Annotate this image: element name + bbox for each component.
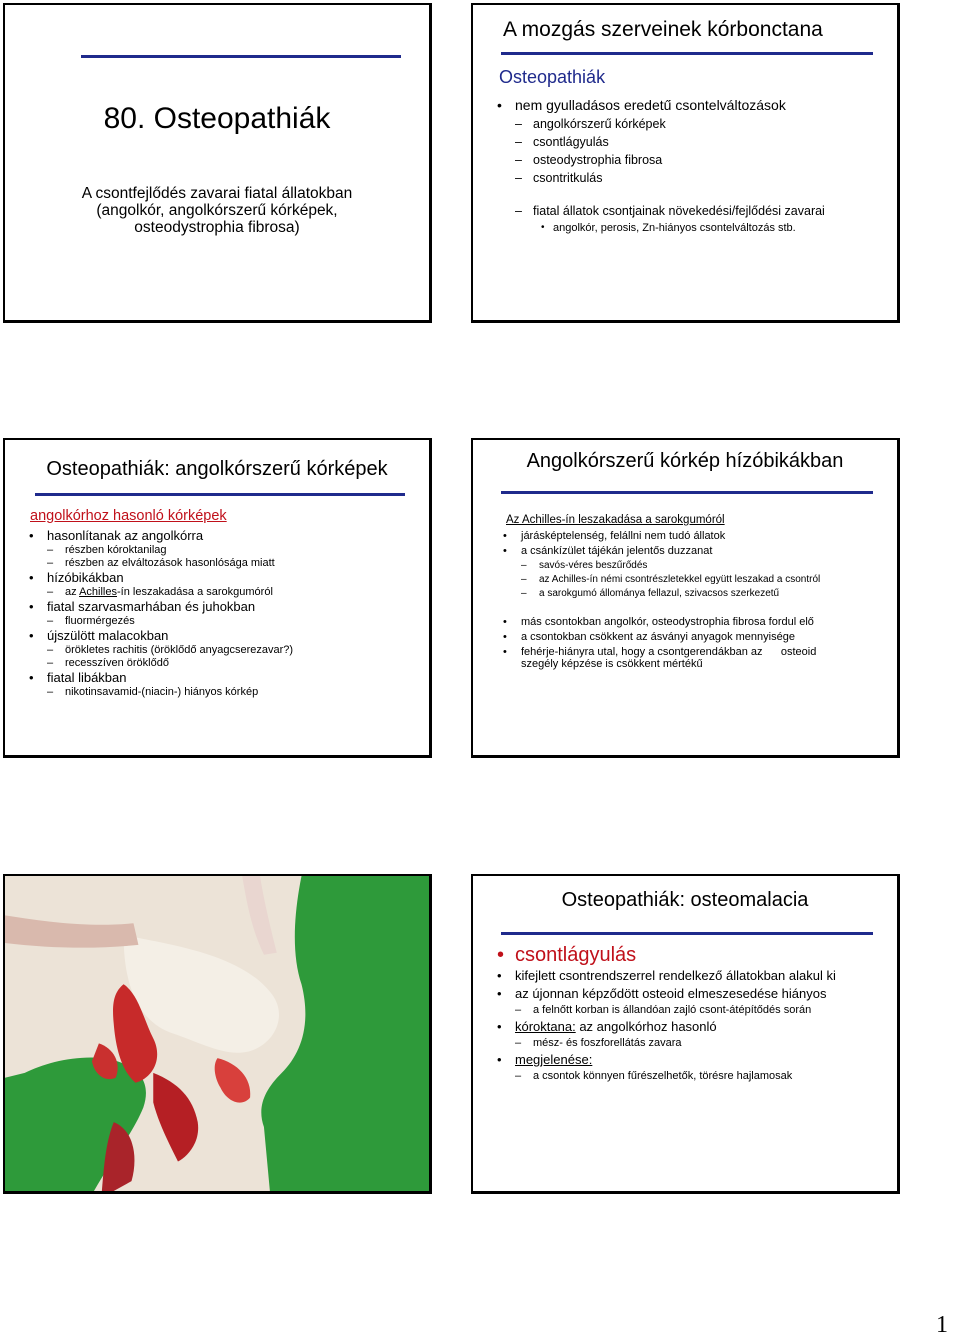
- text-line: fehérje-hiányra utal, hogy a csontgerendákban az osteoid: [521, 646, 817, 658]
- list-item: • megjelenése:: [515, 1052, 836, 1067]
- list-item: – nikotinsavamid-(niacin-) hiányos kórkép: [65, 686, 293, 698]
- specimen-photo: [5, 876, 429, 1191]
- list-item: – részben kóroktanilag: [65, 544, 293, 556]
- list-item: [65, 586, 293, 598]
- slide-angolkorszeru-korkepek: [3, 438, 432, 758]
- section-title: Osteopathiák: [499, 67, 606, 87]
- text-line: szegély képzése is csökkent mértékű: [521, 658, 703, 670]
- list-item: • kifejlett csontrendszerrel rendelkező állatokban alakul ki: [515, 968, 836, 983]
- list-item: – csontritkulás: [533, 171, 825, 185]
- section-heading: angolkórhoz hasonló kórképek: [30, 508, 227, 524]
- list-item: – részben az elváltozások hasonlósága miatt: [65, 557, 293, 569]
- list-item: – recesszíven öröklődő: [65, 657, 293, 669]
- bullet-list: [473, 530, 820, 670]
- bullet-list: [473, 944, 836, 1082]
- slide-heading: Osteopathiák: osteomalacia: [561, 889, 809, 911]
- slide-heading: Osteopathiák: angolkórszerű kórképek: [46, 458, 388, 480]
- course-header: A mozgás szerveinek kórbonctana: [503, 18, 823, 41]
- slide-hizobikak: [471, 438, 900, 758]
- heading-rule: [35, 493, 405, 496]
- header-rule: [501, 52, 873, 55]
- list-item: – savós-véres beszűrődés: [539, 560, 820, 571]
- list-item: • az újonnan képződött osteoid elmeszesedése hiányos: [515, 986, 836, 1001]
- list-item: – mész- és foszforellátás zavara: [533, 1037, 836, 1049]
- list-item: • csontlágyulás: [515, 944, 836, 967]
- list-item: [515, 1019, 836, 1034]
- slide-osteomalacia: [471, 874, 900, 1194]
- list-item: – a csontok könnyen fűrészelhetők, törésre hajlamosak: [533, 1070, 836, 1082]
- list-item: – a sarokgumó állománya fellazul, szivacsos szerkezetű: [539, 588, 820, 599]
- text-fragment: -ín leszakadása a sarokgumóról: [116, 586, 273, 598]
- slide-title: [3, 3, 432, 323]
- list-item: • hasonlítanak az angolkórra: [47, 528, 293, 543]
- bullet-list: [5, 528, 293, 698]
- list-item: – osteodystrophia fibrosa: [533, 153, 825, 167]
- heading-rule: [501, 491, 873, 494]
- list-item: – fiatal állatok csontjainak növekedési/fejlődési zavarai: [533, 204, 825, 218]
- subtitle-line: A csontfejlődés zavarai fiatal állatokban: [81, 185, 353, 202]
- list-item: • hízóbikákban: [47, 570, 293, 585]
- text-fragment: az: [65, 586, 77, 598]
- slide-osteopathiak-overview: [471, 3, 900, 323]
- list-item: • járásképtelenség, felállni nem tudó állatok: [521, 530, 820, 542]
- achilles-term: Achilles: [79, 586, 117, 598]
- slide-photo: [3, 874, 432, 1194]
- slide-subtitle: [5, 185, 429, 236]
- list-item: • más csontokban angolkór, osteodystrophia fibrosa fordul elő: [521, 616, 820, 628]
- slide-heading: Angolkórszerű kórkép hízóbikákban: [526, 450, 844, 472]
- list-item: – csontlágyulás: [533, 135, 825, 149]
- list-item: • angolkór, perosis, Zn-hiányos csontelváltozás stb.: [553, 222, 825, 234]
- title-rule: [81, 55, 401, 58]
- list-item: – angolkórszerű kórképek: [533, 117, 825, 131]
- page-number: 1: [936, 1312, 948, 1338]
- list-item: • a csánkízület tájékán jelentős duzzanat: [521, 545, 820, 557]
- subtitle-line: osteodystrophia fibrosa): [134, 219, 300, 236]
- list-item: • újszülött malacokban: [47, 628, 293, 643]
- list-item: – fluormérgezés: [65, 615, 293, 627]
- heading-rule: [501, 932, 873, 935]
- list-item: – az Achilles-ín némi csontrészletekkel együtt leszakad a csontról: [539, 574, 820, 585]
- bullet-list: [473, 97, 825, 234]
- text-fragment: az angolkórhoz hasonló: [575, 1019, 717, 1034]
- list-item: – a felnőtt korban is állandóan zajló csont-átépítődés során: [533, 1004, 836, 1016]
- subtitle-line: (angolkór, angolkórszerű kórképek,: [96, 202, 338, 219]
- label-korokatana: kóroktana:: [515, 1019, 576, 1034]
- list-item: • fiatal szarvasmarhában és juhokban: [47, 599, 293, 614]
- section-heading: Az Achilles-ín leszakadása a sarokgumóról: [506, 514, 725, 526]
- list-item: [521, 646, 820, 670]
- list-item: • a csontokban csökkent az ásványi anyagok mennyisége: [521, 631, 820, 643]
- list-item: • fiatal libákban: [47, 670, 293, 685]
- list-item: • nem gyulladásos eredetű csontelváltozások: [515, 97, 825, 113]
- slide-title-heading: 80. Osteopathiák: [103, 102, 331, 135]
- list-item: – örökletes rachitis (öröklődő anyagcserezavar?): [65, 644, 293, 656]
